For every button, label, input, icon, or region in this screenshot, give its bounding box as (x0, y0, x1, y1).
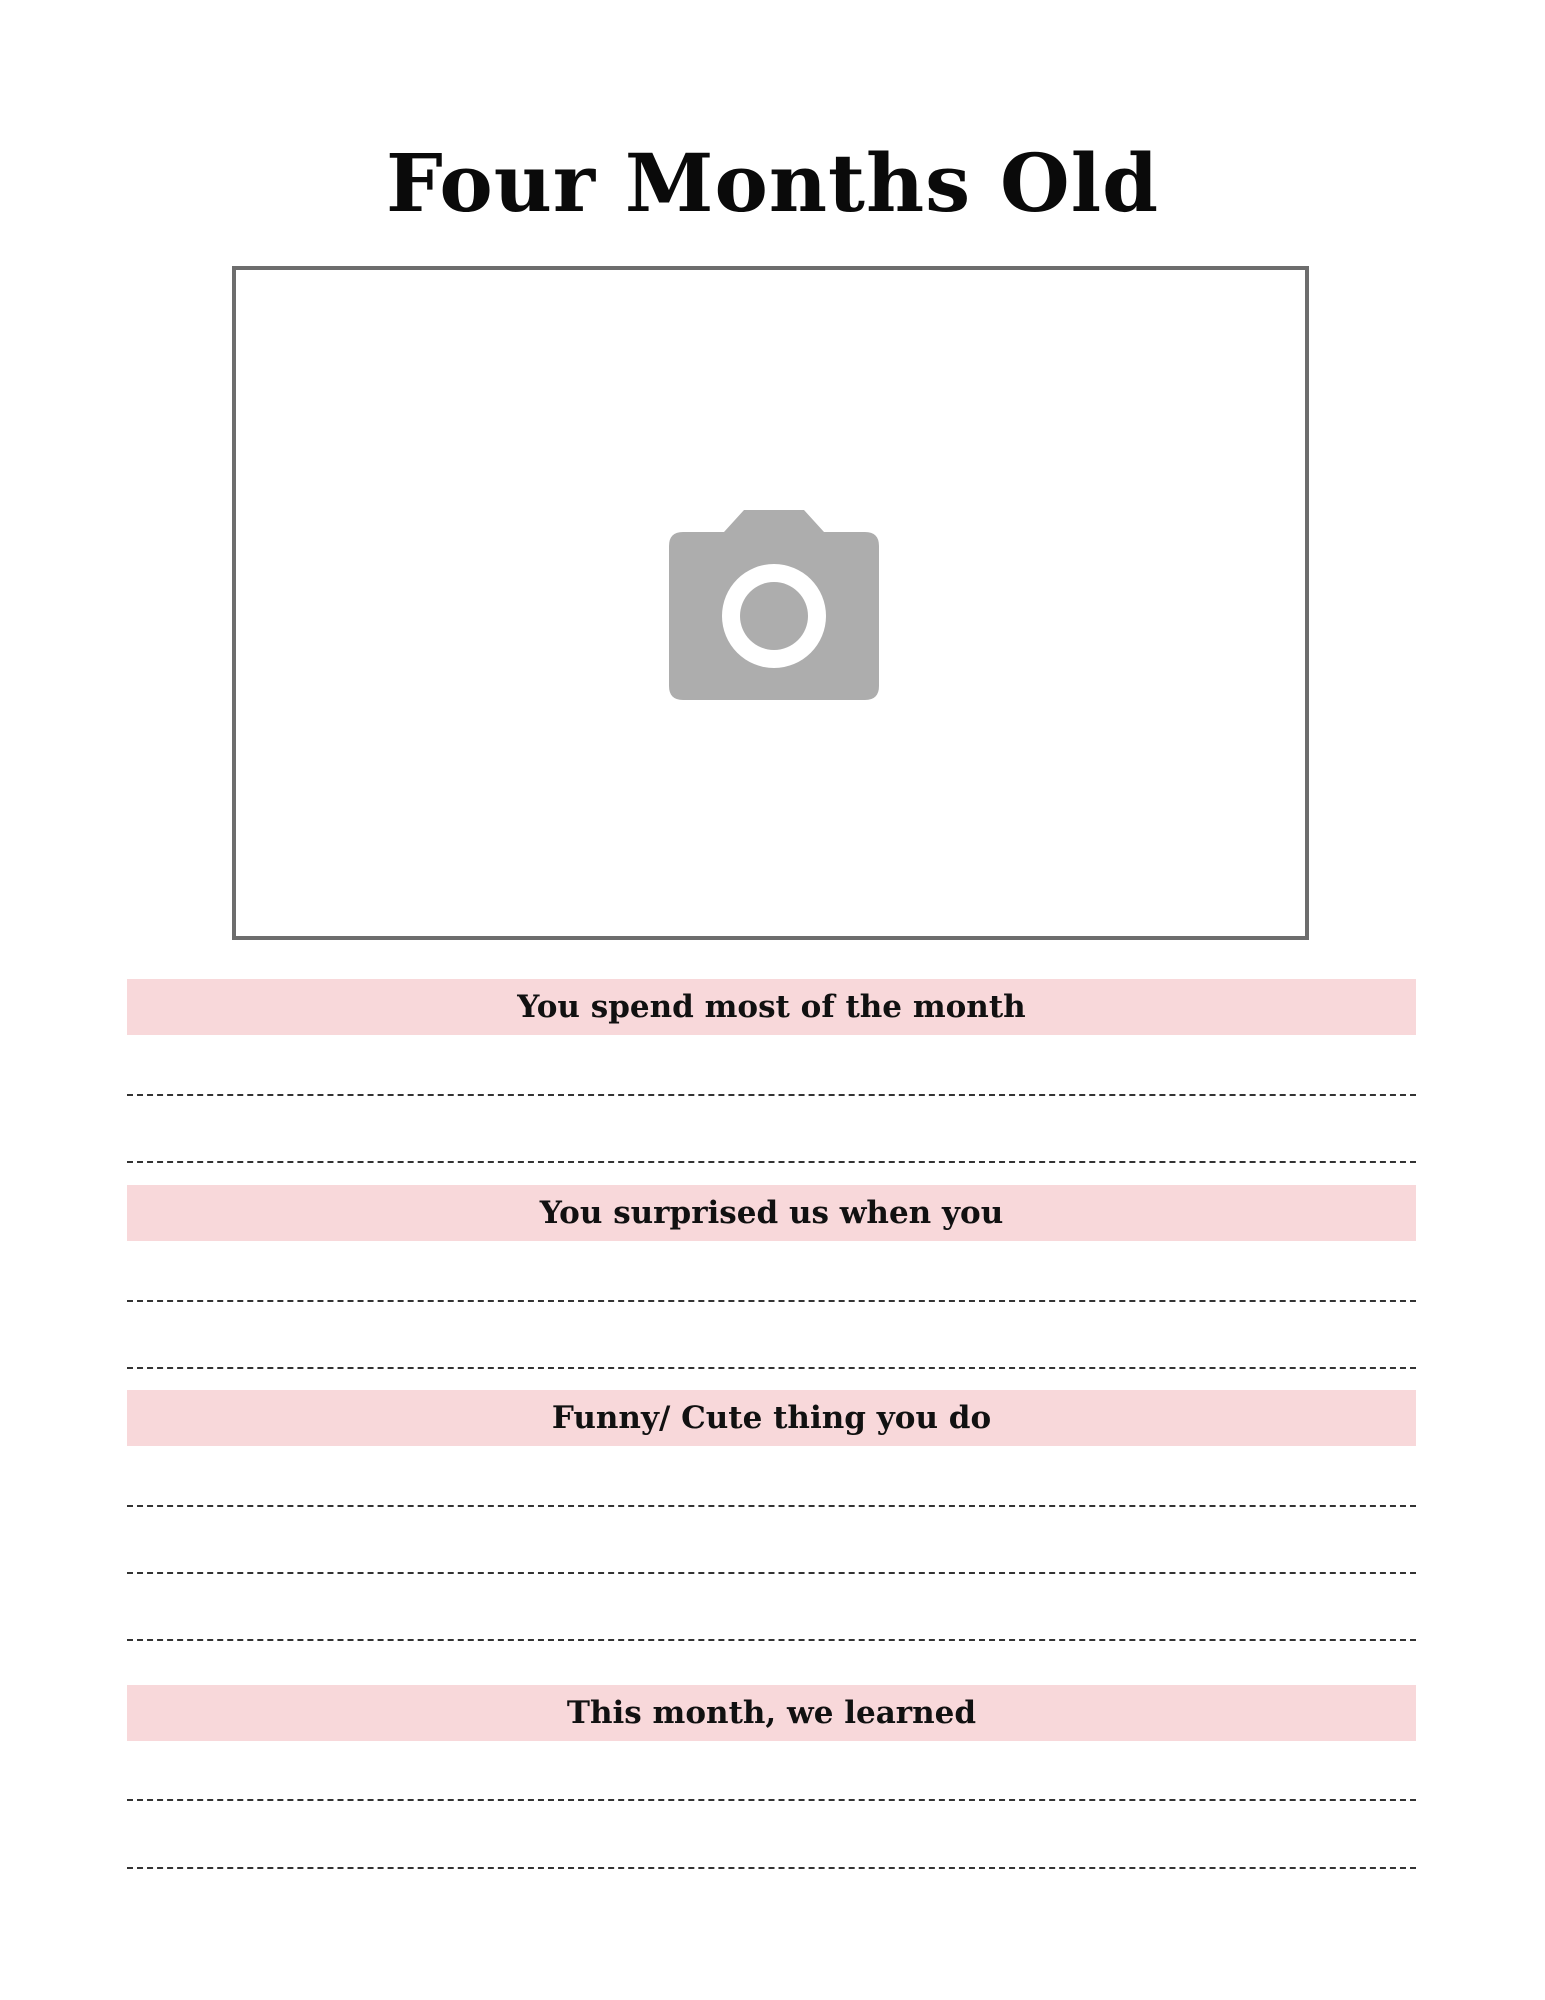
section-header-spend-month: You spend most of the month (127, 979, 1416, 1035)
section-header-we-learned: This month, we learned (127, 1685, 1416, 1741)
section-header-funny-cute: Funny/ Cute thing you do (127, 1390, 1416, 1446)
write-line[interactable] (127, 1505, 1416, 1507)
write-line[interactable] (127, 1867, 1416, 1869)
write-line[interactable] (127, 1799, 1416, 1801)
section-header-surprised-us: You surprised us when you (127, 1185, 1416, 1241)
write-line[interactable] (127, 1639, 1416, 1641)
write-line[interactable] (127, 1094, 1416, 1096)
photo-frame[interactable] (232, 266, 1309, 940)
page-title: Four Months Old (385, 136, 1160, 230)
write-line[interactable] (127, 1367, 1416, 1369)
write-line[interactable] (127, 1300, 1416, 1302)
camera-icon (669, 510, 879, 700)
write-line[interactable] (127, 1572, 1416, 1574)
write-line[interactable] (127, 1161, 1416, 1163)
